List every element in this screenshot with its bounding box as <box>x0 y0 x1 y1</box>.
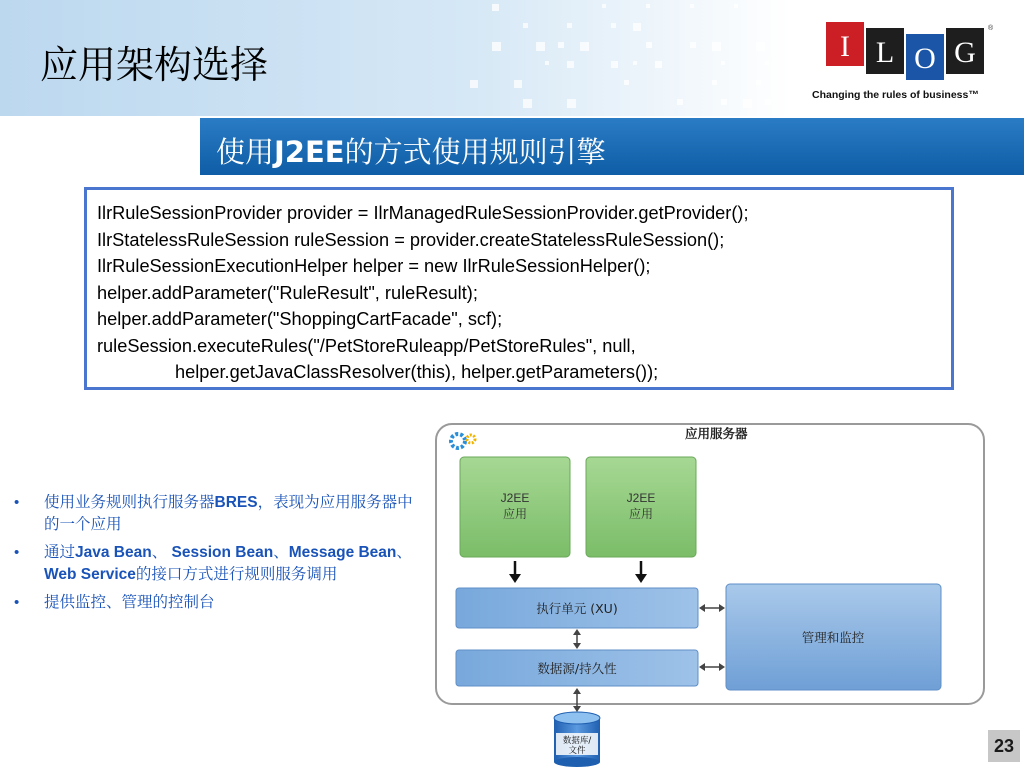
code-line: helper.addParameter("ShoppingCartFacade", scf); <box>97 309 503 329</box>
page-number: 23 <box>988 730 1020 762</box>
bullet-bold-text: Session Bean <box>171 544 274 561</box>
bullet-text: 的接口方式进行规则服务调用 <box>135 566 338 583</box>
decorative-dot <box>712 80 717 85</box>
decorative-dot <box>523 99 532 108</box>
decorative-dot <box>756 80 761 85</box>
bullet-item <box>14 492 424 536</box>
code-line: IlrStatelessRuleSession ruleSession = provider.createStatelessRuleSession(); <box>97 229 725 250</box>
code-line: ruleSession.executeRules("/PetStoreRuleapp/PetStoreRules", null, <box>97 335 636 356</box>
decorative-dot <box>536 42 545 51</box>
decorative-dot <box>646 42 652 48</box>
decorative-dot <box>470 80 478 88</box>
bullet-text: 提供监控、管理的控制台 <box>44 594 215 611</box>
decorative-dot-pattern <box>470 0 790 116</box>
logo-tagline: Changing the rules of business™ <box>812 89 979 101</box>
bullet-text: 通过 <box>44 544 76 561</box>
bullet-list <box>14 492 424 620</box>
decorative-dot <box>580 42 589 51</box>
j2ee-app-2-line2: 应用 <box>628 507 654 521</box>
decorative-dot <box>611 23 616 28</box>
logo-letter-i: I <box>840 30 850 63</box>
j2ee-app-1-line1: J2EE <box>500 491 530 505</box>
decorative-dot <box>558 42 564 48</box>
decorative-dot <box>633 23 641 31</box>
execution-unit-label: 执行单元 (XU) <box>536 601 618 616</box>
j2ee-app-1-line2: 应用 <box>502 507 528 521</box>
decorative-dot <box>611 61 618 68</box>
management-label: 管理和监控 <box>801 630 865 645</box>
bullet-text: 、 <box>396 544 412 561</box>
decorative-dot <box>492 4 499 11</box>
bullet-text: ，表现为应用服务器中的一个应用 <box>44 494 413 533</box>
bullet-bold-text: Message Bean <box>288 544 397 561</box>
code-line: IlrRuleSessionExecutionHelper helper = new IlrRuleSessionHelper(); <box>97 256 651 276</box>
bullet-marker: • <box>14 594 20 611</box>
decorative-dot <box>690 42 696 48</box>
bullet-bold-text: Web Service <box>44 566 136 583</box>
bullet-item <box>14 542 424 586</box>
bullet-marker: • <box>14 494 20 511</box>
decorative-dot <box>721 99 727 105</box>
architecture-diagram <box>433 421 989 768</box>
decorative-dot <box>567 23 572 28</box>
decorative-dot <box>633 61 637 65</box>
decorative-dot <box>514 80 522 88</box>
decorative-dot <box>677 99 683 105</box>
code-line: helper.addParameter("RuleResult", ruleResult); <box>97 282 478 303</box>
container-label: 应用服务器 <box>685 426 748 441</box>
section-heading <box>216 130 606 171</box>
section-heading-bold: J2EE <box>274 135 345 169</box>
decorative-dot <box>721 61 725 65</box>
code-sample-box <box>84 187 954 390</box>
logo-registered-mark: ® <box>988 25 994 32</box>
section-heading-suffix: 的方式使用规则引擎 <box>344 135 606 169</box>
decorative-dot <box>690 4 694 8</box>
decorative-dot <box>712 42 721 51</box>
bullet-bold-text: Java Bean <box>75 544 152 561</box>
header-band <box>0 0 790 116</box>
decorative-dot <box>602 4 606 8</box>
datasource-label: 数据源/持久性 <box>537 661 617 676</box>
bullet-item <box>14 592 424 614</box>
decorative-dot <box>646 4 650 8</box>
bullet-bold-text: BRES <box>214 494 258 511</box>
logo-letter-o: O <box>914 42 936 75</box>
decorative-dot <box>743 99 752 108</box>
bullet-text: 使用业务规则执行服务器 <box>44 494 215 511</box>
decorative-dot <box>756 42 765 51</box>
code-line: helper.getJavaClassResolver(this), helper.getParameters()); <box>175 362 659 382</box>
logo-letter-g: G <box>954 36 976 69</box>
bullet-text: 、 <box>273 544 289 561</box>
logo-letter-l: L <box>875 36 895 69</box>
code-line: IlrRuleSessionProvider provider = IlrManagedRuleSessionProvider.getProvider(); <box>97 203 749 223</box>
decorative-dot <box>734 4 738 8</box>
page-title: 应用架构选择 <box>40 43 269 87</box>
database-label-line2: 文件 <box>568 746 586 756</box>
section-heading-bar <box>200 118 1024 175</box>
bullet-marker: • <box>14 544 20 561</box>
decorative-dot <box>523 23 528 28</box>
decorative-dot <box>567 99 576 108</box>
j2ee-app-2-line1: J2EE <box>626 491 656 505</box>
decorative-dot <box>765 61 769 65</box>
decorative-dot <box>765 99 771 105</box>
database-label-line1: 数据库/ <box>562 736 592 746</box>
decorative-dot <box>567 61 574 68</box>
decorative-dot <box>545 61 549 65</box>
decorative-dot <box>492 42 501 51</box>
bullet-text: 、 <box>151 544 172 561</box>
decorative-dot <box>655 61 662 68</box>
decorative-dot <box>624 80 629 85</box>
section-heading-prefix: 使用 <box>216 135 275 169</box>
